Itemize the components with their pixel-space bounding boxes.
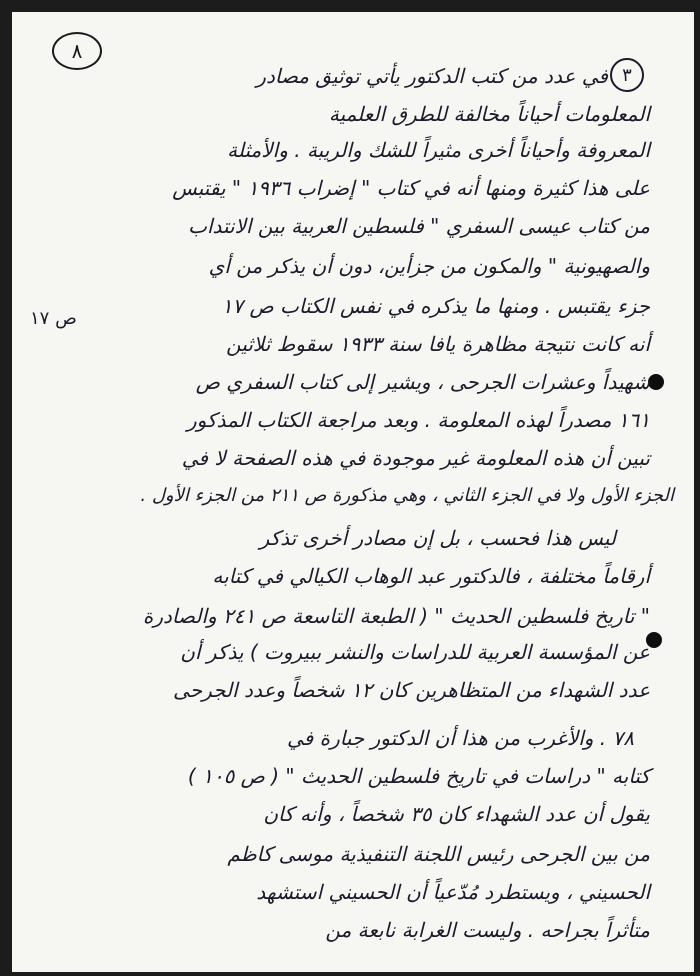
text-line: الجزء الأول ولا في الجزء الثاني ، وهي مذكورة ص ٢١١ من الجزء الأول . xyxy=(140,485,674,506)
text-line: أرقاماً مختلفة ، فالدكتور عبد الوهاب الكيالي في كتابه xyxy=(212,564,650,588)
text-line: ليس هذا فحسب ، بل إن مصادر أخرى تذكر xyxy=(259,526,616,550)
manuscript-page xyxy=(12,12,694,972)
text-line: الحسيني ، ويستطرد مُدّعياً أن الحسيني استشهد xyxy=(256,880,650,904)
paragraph-number: ٣ xyxy=(610,58,644,92)
text-line: أنه كانت نتيجة مظاهرة يافا سنة ١٩٣٣ سقوط ثلاثين xyxy=(226,332,650,356)
text-line: كتابه " دراسات في تاريخ فلسطين الحديث " ( ص ١٠٥ ) xyxy=(187,764,650,788)
text-line: والصهيونية " والمكون من جزأين، دون أن يذكر من أي xyxy=(208,254,650,278)
margin-note: ص ١٧ xyxy=(30,308,77,329)
text-line: متأثراً بجراحه . وليست الغرابة نابعة من xyxy=(325,918,650,942)
text-line: ١٦١ مصدراً لهذه المعلومة . وبعد مراجعة الكتاب المذكور xyxy=(186,408,650,432)
text-line: " تاريخ فلسطين الحديث " ( الطبعة التاسعة ص ٢٤١ والصادرة xyxy=(142,604,650,628)
text-line: في عدد من كتب الدكتور يأتي توثيق مصادر xyxy=(256,64,608,88)
text-line: المعروفة وأحياناً أخرى مثيراً للشك والريبة . والأمثلة xyxy=(227,138,650,162)
text-line: المعلومات أحياناً مخالفة للطرق العلمية xyxy=(328,102,650,126)
text-line: من بين الجرحى رئيس اللجنة التنفيذية موسى كاظم xyxy=(227,842,650,866)
page-number: ٨ xyxy=(52,32,102,70)
text-line: على هذا كثيرة ومنها أنه في كتاب " إضراب ١٩٣٦ " يقتبس xyxy=(172,176,650,200)
text-line: من كتاب عيسى السفري " فلسطين العربية بين الانتداب xyxy=(188,214,650,238)
punch-hole xyxy=(648,374,664,390)
text-line: عن المؤسسة العربية للدراسات والنشر ببيروت ) يذكر أن xyxy=(180,640,650,664)
text-line: جزء يقتبس . ومنها ما يذكره في نفس الكتاب ص ١٧ xyxy=(221,294,650,318)
text-line: يقول أن عدد الشهداء كان ٣٥ شخصاً ، وأنه كان xyxy=(263,802,650,826)
text-line: عدد الشهداء من المتظاهرين كان ١٢ شخصاً وعدد الجرحى xyxy=(173,678,650,702)
text-line: شهيداً وعشرات الجرحى ، ويشير إلى كتاب السفري ص xyxy=(195,370,650,394)
text-line: ٧٨ . والأغرب من هذا أن الدكتور جبارة في xyxy=(287,726,634,750)
text-line: تبين أن هذه المعلومة غير موجودة في هذه الصفحة لا في xyxy=(181,446,650,470)
